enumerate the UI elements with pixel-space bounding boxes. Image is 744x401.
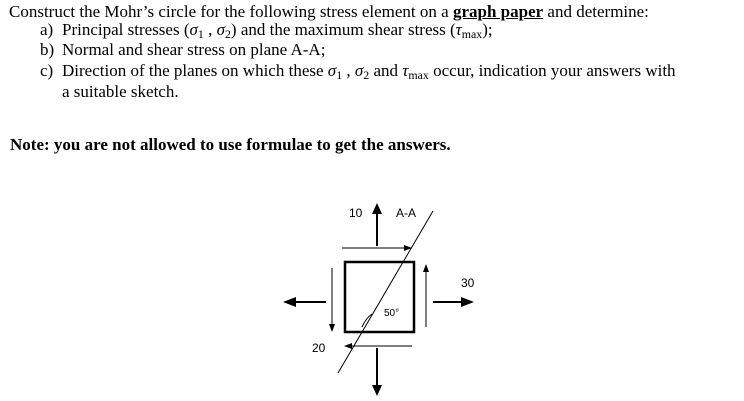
item-b-text: Normal and shear stress on plane A-A; [62,40,326,59]
bottom-shear-arrowhead-icon [344,343,352,349]
sigma-1-symbol: σ [327,61,337,80]
right-shear-arrowhead-icon [423,264,429,272]
stress-element-square [345,262,414,332]
item-marker: a) [40,20,54,39]
item-c-text-1: Direction of the planes on which these [62,61,328,80]
intro-text-after: and determine: [543,2,649,21]
left-shear-arrowhead-icon [329,324,335,332]
sigma-2-symbol: σ [354,61,364,80]
item-a-text-3: ) and the maximum shear stress ( [230,20,456,39]
item-a-text-1: Principal stresses ( [62,20,190,39]
right-arrowhead-icon [461,297,474,307]
item-a-text-2: , [203,20,217,39]
item-c-text-4: occur, indication your answers with [428,61,676,80]
sigma-2-symbol: σ [216,20,225,39]
top-shear-arrowhead-icon [404,245,412,251]
item-c-text-3: and [369,61,403,80]
tau-max-symbol: τ [402,61,409,80]
tau-max-symbol: τ [455,20,462,39]
left-stress-label: 20 [312,341,326,355]
sigma-2-subscript: 2 [224,27,231,41]
plane-a-a-label: A-A [396,206,417,220]
item-a-text-4: ); [482,20,493,39]
tau-max-subscript: max [408,68,429,82]
left-arrowhead-icon [283,297,296,307]
item-c-text-2: , [342,61,355,80]
note-text: Note: you are not allowed to use formulae to get the answers. [10,135,451,154]
plane-a-a-line [338,211,433,373]
graph-paper-emphasis: graph paper [452,2,544,21]
sigma-1-subscript: 1 [197,27,204,41]
question-item-c-continuation: a suitable sketch. [62,82,179,101]
sigma-2-subscript: 2 [363,68,370,82]
bottom-arrowhead-icon [372,385,382,396]
right-stress-label: 30 [461,276,475,290]
top-arrowhead-icon [372,203,382,214]
intro-text-before: Construct the Mohr’s circle for the following stress element on a [9,2,453,21]
sigma-1-symbol: σ [189,20,198,39]
angle-label: 50° [384,308,400,319]
sigma-1-subscript: 1 [336,68,343,82]
item-marker: c) [40,61,54,80]
top-stress-label: 10 [349,206,363,220]
tau-max-subscript: max [461,27,483,41]
item-marker: b) [40,40,55,59]
angle-arc [362,314,372,327]
